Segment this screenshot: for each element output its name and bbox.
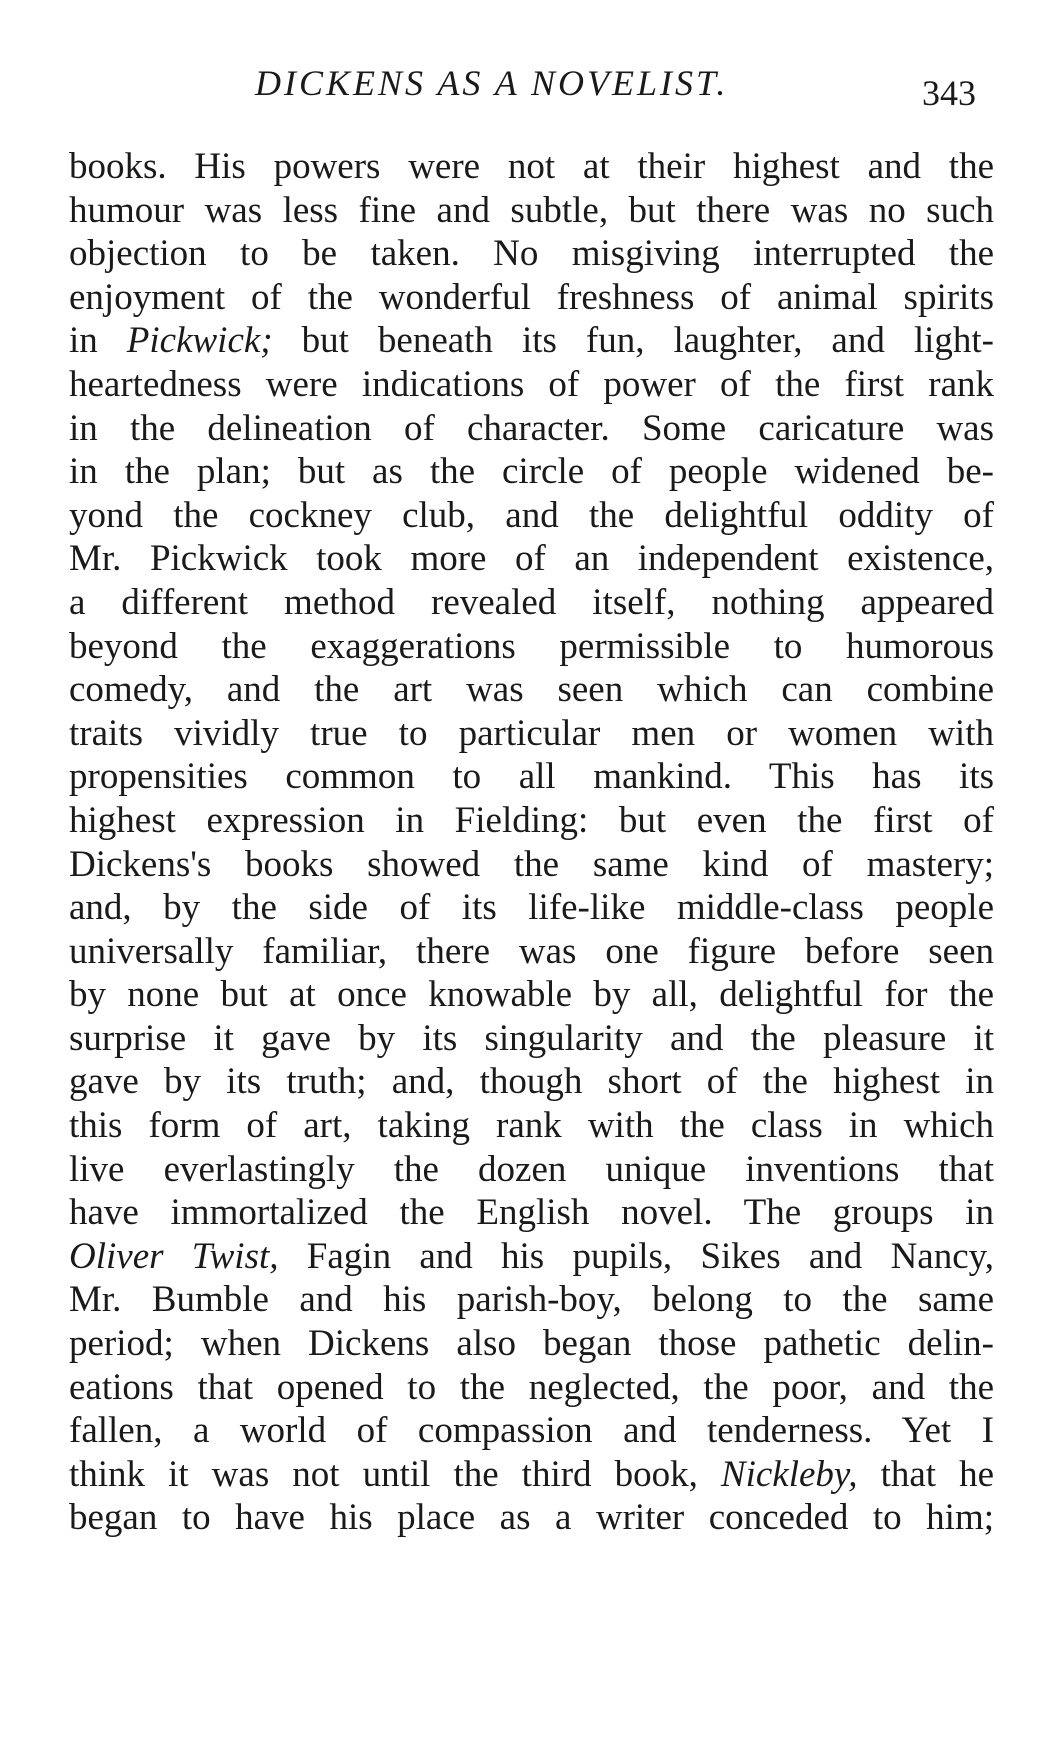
text-line: fallen, a world of compassion and tenderness. Yet I: [69, 1410, 994, 1452]
text-line: this form of art, taking rank with the class in which: [69, 1105, 994, 1147]
text-line: and, by the side of its life-like middle-class people: [69, 887, 994, 929]
text-fragment: that he: [857, 1453, 995, 1495]
text-line: eations that opened to the neglected, the poor, and the: [69, 1366, 994, 1408]
text-line: yond the cockney club, and the delightful oddity of: [69, 494, 994, 536]
text-line: universally familiar, there was one figure before seen: [69, 930, 994, 972]
text-line: highest expression in Fielding: but even the first of: [69, 799, 994, 841]
text-line: enjoyment of the wonderful freshness of animal spirits: [69, 276, 994, 318]
text-line: surprise it gave by its singularity and the pleasure it: [69, 1017, 994, 1059]
text-line: Mr. Pickwick took more of an independent existence,: [69, 538, 994, 580]
body-text: [69, 145, 994, 1540]
text-line: gave by its truth; and, though short of the highest in: [69, 1061, 994, 1103]
text-line: by none but at once knowable by all, delightful for the: [69, 974, 994, 1016]
text-fragment: Fagin and his pupils, Sikes and Nancy,: [278, 1235, 994, 1277]
running-head: [0, 58, 1063, 113]
text-line: in the plan; but as the circle of people widened be-: [69, 451, 994, 493]
text-fragment: but beneath its fun, laughter, and light-: [272, 320, 995, 362]
book-title-nickleby: Nickleby,: [720, 1453, 858, 1495]
text-line: beyond the exaggerations permissible to humorous: [69, 625, 994, 667]
text-line: began to have his place as a writer conceded to him;: [69, 1497, 994, 1539]
text-line: [69, 1235, 994, 1279]
text-line: [69, 319, 994, 363]
text-line: objection to be taken. No misgiving interrupted the: [69, 233, 994, 275]
text-line: heartedness were indications of power of the first rank: [69, 363, 994, 405]
text-line: a different method revealed itself, nothing appeared: [69, 581, 994, 623]
text-line: propensities common to all mankind. This has its: [69, 756, 994, 798]
text-line: [69, 1453, 994, 1497]
text-line: comedy, and the art was seen which can combine: [69, 669, 994, 711]
text-line: Mr. Bumble and his parish-boy, belong to the same: [69, 1279, 994, 1321]
running-title: DICKENS AS A NOVELIST.: [255, 63, 729, 103]
book-title-pickwick: Pickwick;: [126, 320, 273, 362]
text-line: traits vividly true to particular men or women with: [69, 712, 994, 754]
text-line: period; when Dickens also began those pathetic delin-: [69, 1323, 994, 1365]
text-line: live everlastingly the dozen unique inventions that: [69, 1148, 994, 1190]
book-title-oliver-twist: Oliver Twist,: [69, 1235, 279, 1277]
text-line: Dickens's books showed the same kind of mastery;: [69, 843, 994, 885]
text-line: humour was less fine and subtle, but there was no such: [69, 189, 994, 231]
text-line: in the delineation of character. Some caricature was: [69, 407, 994, 449]
text-line: books. His powers were not at their highest and the: [69, 146, 994, 187]
text-line: have immortalized the English novel. The groups in: [69, 1192, 994, 1234]
text-fragment: think it was not until the third book,: [69, 1453, 721, 1495]
text-fragment: in: [69, 320, 127, 362]
page-number: 343: [922, 73, 976, 113]
